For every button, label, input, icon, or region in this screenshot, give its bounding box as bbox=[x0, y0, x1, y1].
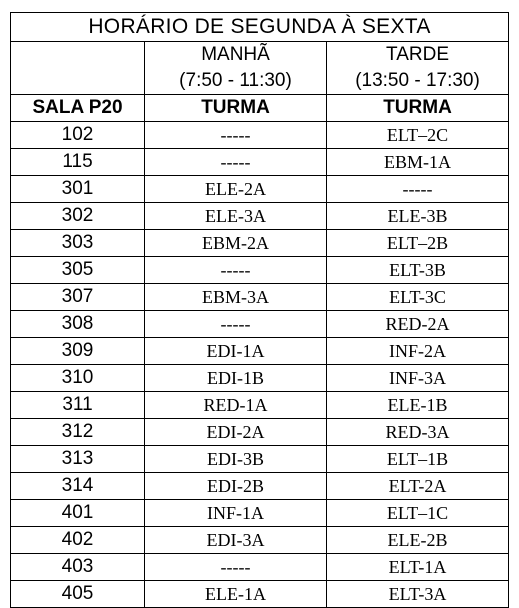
morning-class-cell: ----- bbox=[145, 257, 327, 284]
table-row bbox=[11, 176, 509, 203]
room-number-cell: 301 bbox=[11, 176, 145, 203]
morning-class-cell: ELE-3A bbox=[145, 203, 327, 230]
period-label-row bbox=[11, 42, 509, 69]
table-row bbox=[11, 554, 509, 581]
afternoon-class-cell: ELT–1B bbox=[327, 446, 509, 473]
room-number-cell: 305 bbox=[11, 257, 145, 284]
room-number-cell: 310 bbox=[11, 365, 145, 392]
afternoon-class-cell: ELT-3B bbox=[327, 257, 509, 284]
morning-class-cell: ELE-1A bbox=[145, 581, 327, 608]
afternoon-class-cell: ELT–2C bbox=[327, 122, 509, 149]
morning-class-cell: ----- bbox=[145, 311, 327, 338]
afternoon-class-cell: ELE-1B bbox=[327, 392, 509, 419]
morning-class-cell: ----- bbox=[145, 122, 327, 149]
room-number-cell: 405 bbox=[11, 581, 145, 608]
morning-class-cell: EDI-3A bbox=[145, 527, 327, 554]
table-row bbox=[11, 365, 509, 392]
afternoon-class-header: TURMA bbox=[327, 95, 509, 122]
room-number-cell: 401 bbox=[11, 500, 145, 527]
afternoon-class-cell: RED-3A bbox=[327, 419, 509, 446]
table-row bbox=[11, 338, 509, 365]
period-time-row bbox=[11, 68, 509, 95]
afternoon-class-cell: ELT-1A bbox=[327, 554, 509, 581]
table-row bbox=[11, 527, 509, 554]
schedule-title: HORÁRIO DE SEGUNDA À SEXTA bbox=[11, 13, 509, 42]
morning-period-time: (7:50 - 11:30) bbox=[145, 68, 327, 95]
afternoon-class-cell: ELE-2B bbox=[327, 527, 509, 554]
table-row bbox=[11, 446, 509, 473]
room-number-cell: 309 bbox=[11, 338, 145, 365]
afternoon-class-cell: ----- bbox=[327, 176, 509, 203]
afternoon-class-cell: ELT-2A bbox=[327, 473, 509, 500]
blank-cell bbox=[11, 42, 145, 69]
morning-class-cell: INF-1A bbox=[145, 500, 327, 527]
table-row bbox=[11, 230, 509, 257]
morning-class-header: TURMA bbox=[145, 95, 327, 122]
room-number-cell: 311 bbox=[11, 392, 145, 419]
morning-class-cell: RED-1A bbox=[145, 392, 327, 419]
morning-class-cell: ----- bbox=[145, 149, 327, 176]
table-row bbox=[11, 500, 509, 527]
table-row bbox=[11, 203, 509, 230]
morning-class-cell: EDI-2B bbox=[145, 473, 327, 500]
afternoon-class-cell: ELT-3C bbox=[327, 284, 509, 311]
afternoon-class-cell: INF-2A bbox=[327, 338, 509, 365]
afternoon-period-time: (13:50 - 17:30) bbox=[327, 68, 509, 95]
table-row bbox=[11, 257, 509, 284]
afternoon-class-cell: EBM-1A bbox=[327, 149, 509, 176]
afternoon-class-cell: RED-2A bbox=[327, 311, 509, 338]
room-number-cell: 102 bbox=[11, 122, 145, 149]
afternoon-class-cell: ELT-3A bbox=[327, 581, 509, 608]
afternoon-class-cell: ELT–2B bbox=[327, 230, 509, 257]
morning-class-cell: EBM-2A bbox=[145, 230, 327, 257]
morning-class-cell: ----- bbox=[145, 554, 327, 581]
room-number-cell: 312 bbox=[11, 419, 145, 446]
column-header-row bbox=[11, 95, 509, 122]
table-row bbox=[11, 473, 509, 500]
room-number-cell: 308 bbox=[11, 311, 145, 338]
room-number-cell: 115 bbox=[11, 149, 145, 176]
table-row bbox=[11, 149, 509, 176]
morning-class-cell: EDI-1A bbox=[145, 338, 327, 365]
table-row bbox=[11, 419, 509, 446]
blank-cell bbox=[11, 68, 145, 95]
afternoon-period-label: TARDE bbox=[327, 42, 509, 69]
afternoon-class-cell: ELE-3B bbox=[327, 203, 509, 230]
table-row bbox=[11, 581, 509, 608]
room-number-cell: 402 bbox=[11, 527, 145, 554]
afternoon-class-cell: ELT–1C bbox=[327, 500, 509, 527]
schedule-sheet bbox=[10, 12, 508, 608]
schedule-table bbox=[10, 12, 509, 608]
room-number-cell: 314 bbox=[11, 473, 145, 500]
morning-class-cell: ELE-2A bbox=[145, 176, 327, 203]
table-row bbox=[11, 392, 509, 419]
morning-class-cell: EDI-1B bbox=[145, 365, 327, 392]
title-row bbox=[11, 13, 509, 42]
morning-class-cell: EDI-3B bbox=[145, 446, 327, 473]
morning-period-label: MANHÃ bbox=[145, 42, 327, 69]
table-row bbox=[11, 284, 509, 311]
room-column-header: SALA P20 bbox=[11, 95, 145, 122]
morning-class-cell: EDI-2A bbox=[145, 419, 327, 446]
room-number-cell: 313 bbox=[11, 446, 145, 473]
afternoon-class-cell: INF-3A bbox=[327, 365, 509, 392]
morning-class-cell: EBM-3A bbox=[145, 284, 327, 311]
room-number-cell: 303 bbox=[11, 230, 145, 257]
room-number-cell: 403 bbox=[11, 554, 145, 581]
table-row bbox=[11, 311, 509, 338]
room-number-cell: 302 bbox=[11, 203, 145, 230]
room-number-cell: 307 bbox=[11, 284, 145, 311]
table-row bbox=[11, 122, 509, 149]
